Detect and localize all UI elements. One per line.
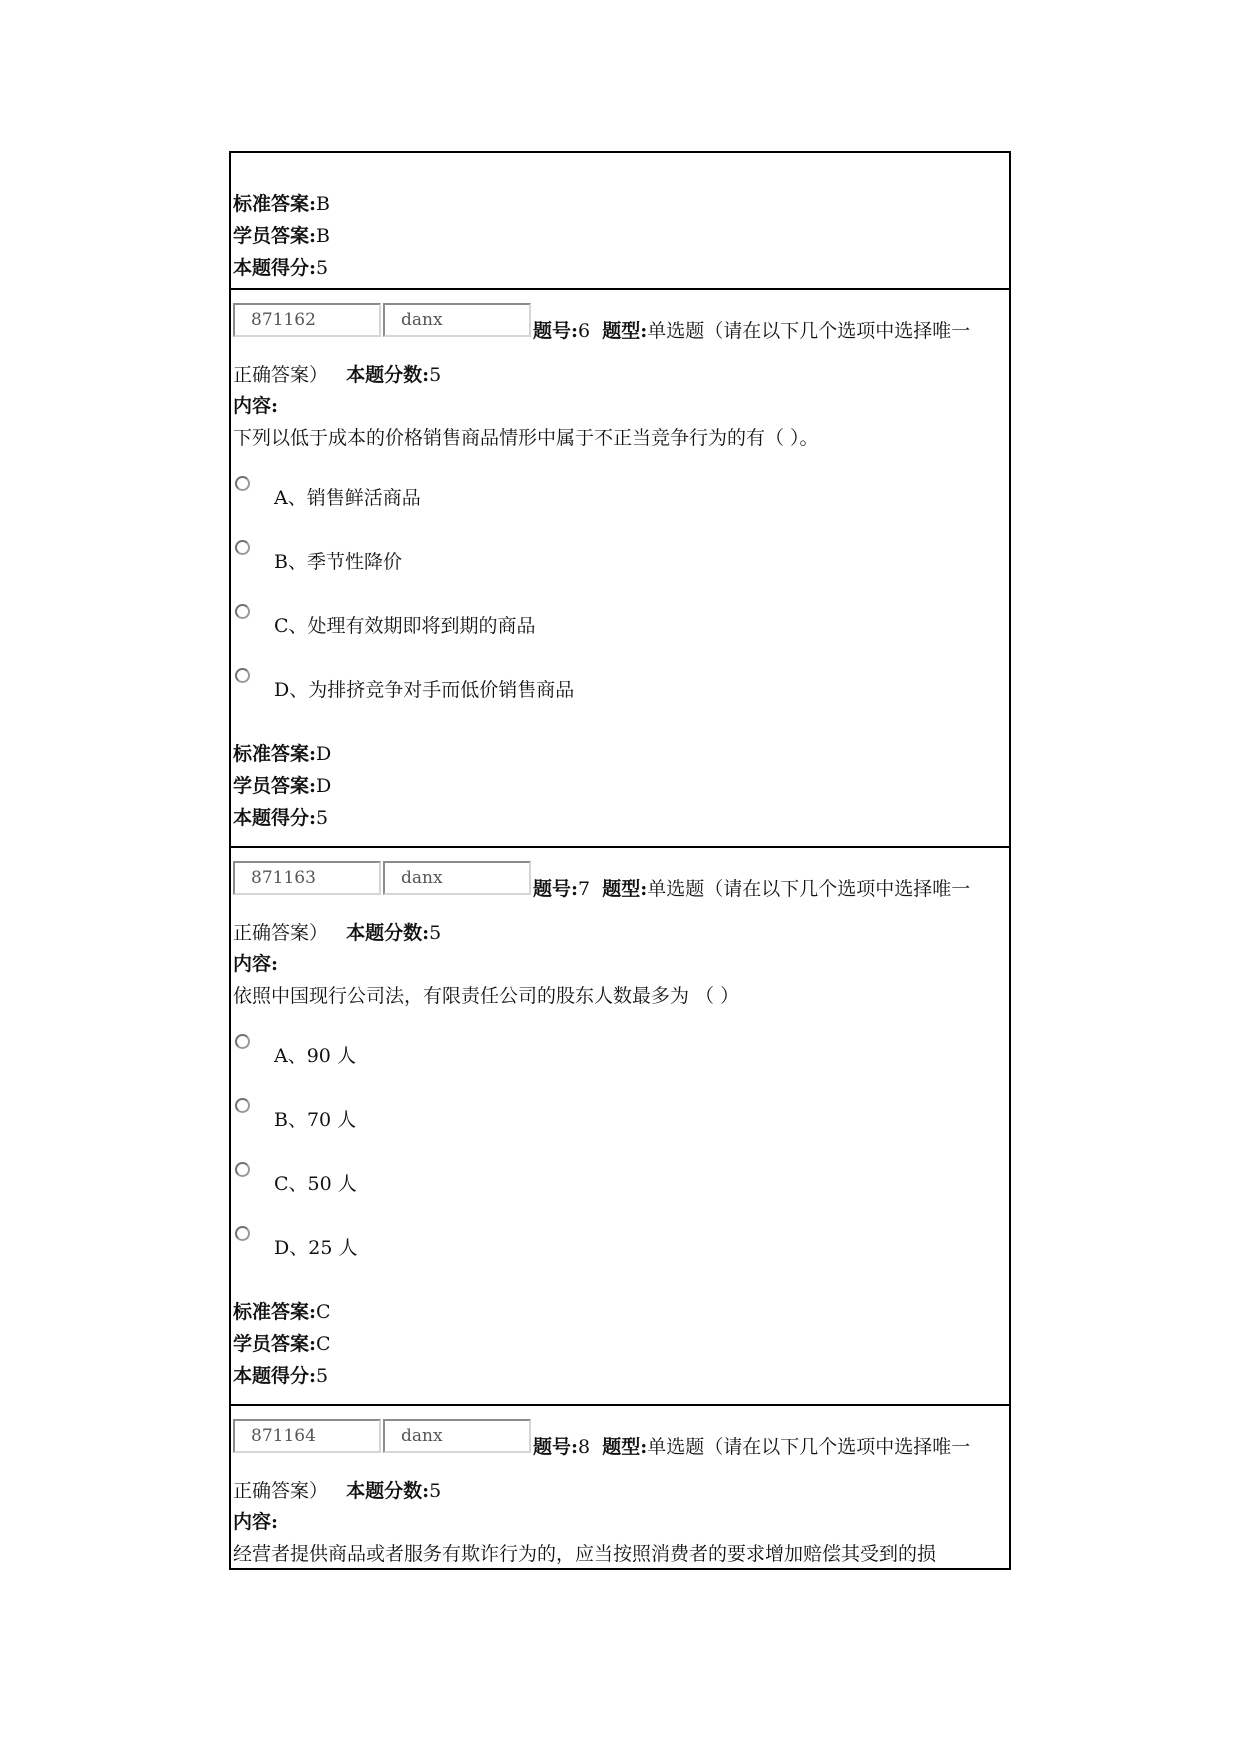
question-type-text-cont: 正确答案） — [233, 922, 329, 944]
question-type-text: 单选题（请在以下几个选项中选择唯一 — [647, 878, 971, 900]
question-block-8 — [231, 1406, 1009, 1570]
standard-answer-row — [233, 192, 330, 216]
question-id-field[interactable] — [233, 861, 381, 895]
question-points-value: 5 — [429, 922, 442, 944]
student-answer-label: 学员答案: — [233, 775, 317, 797]
score-earned-row — [233, 1364, 328, 1388]
radio-icon[interactable] — [235, 1162, 250, 1177]
content-label: 内容: — [233, 953, 279, 975]
question-content: 依照中国现行公司法，有限责任公司的股东人数最多为 （ ） — [233, 985, 740, 1007]
question-content: 下列以低于成本的价格销售商品情形中属于不正当竞争行为的有（ ）。 — [233, 427, 819, 449]
question-type-label: 题型: — [602, 1436, 648, 1458]
question-points-label: 本题分数: — [346, 922, 430, 944]
standard-answer-label: 标准答案: — [233, 1301, 317, 1323]
option-label: D、为排挤竞争对手而低价销售商品 — [274, 679, 575, 701]
option-label: B、季节性降价 — [274, 551, 402, 573]
radio-icon[interactable] — [235, 1034, 250, 1049]
score-earned-label: 本题得分: — [233, 257, 317, 279]
standard-answer-label: 标准答案: — [233, 193, 317, 215]
radio-icon[interactable] — [235, 1226, 250, 1241]
standard-answer-row — [233, 1300, 331, 1324]
standard-answer-value: D — [316, 743, 332, 765]
question-content: 经营者提供商品或者服务有欺诈行为的，应当按照消费者的要求增加赔偿其受到的损 — [233, 1543, 937, 1565]
radio-icon[interactable] — [235, 1098, 250, 1113]
standard-answer-row — [233, 742, 331, 766]
question-type-continued — [233, 1479, 441, 1503]
question-type-text-cont: 正确答案） — [233, 1480, 329, 1502]
question-heading — [533, 877, 970, 901]
question-no-label: 题号: — [533, 1436, 579, 1458]
previous-question-result — [231, 153, 1009, 290]
question-points-label: 本题分数: — [346, 364, 430, 386]
student-answer-row — [233, 224, 330, 248]
question-type-code-field[interactable] — [383, 861, 531, 895]
score-earned-row — [233, 256, 328, 280]
question-block-7 — [231, 848, 1009, 1406]
question-type-text: 单选题（请在以下几个选项中选择唯一 — [647, 320, 971, 342]
student-answer-value: D — [316, 775, 332, 797]
option-label: B、70 人 — [274, 1109, 357, 1131]
option-label: C、处理有效期即将到期的商品 — [274, 615, 536, 637]
student-answer-value: B — [316, 225, 330, 247]
radio-icon[interactable] — [235, 476, 250, 491]
question-heading — [533, 319, 970, 343]
question-type-continued — [233, 921, 441, 945]
question-no-value: 8 — [578, 1436, 591, 1458]
student-answer-label: 学员答案: — [233, 225, 317, 247]
standard-answer-value: B — [316, 193, 330, 215]
score-earned-label: 本题得分: — [233, 1365, 317, 1387]
student-answer-row — [233, 774, 331, 798]
exam-paper — [229, 151, 1011, 1570]
question-id-field[interactable] — [233, 1419, 381, 1453]
question-id-field[interactable] — [233, 303, 381, 337]
question-points-value: 5 — [429, 364, 442, 386]
question-type-label: 题型: — [602, 878, 648, 900]
question-type-code-field[interactable] — [383, 303, 531, 337]
score-earned-value: 5 — [316, 807, 329, 829]
question-type-text-cont: 正确答案） — [233, 364, 329, 386]
standard-answer-value: C — [316, 1301, 331, 1323]
option-label: A、90 人 — [274, 1045, 356, 1067]
question-type-code-field[interactable] — [383, 1419, 531, 1453]
radio-icon[interactable] — [235, 604, 250, 619]
question-type-label: 题型: — [602, 320, 648, 342]
question-points-value: 5 — [429, 1480, 442, 1502]
question-no-label: 题号: — [533, 878, 579, 900]
score-earned-value: 5 — [316, 257, 329, 279]
question-no-value: 6 — [578, 320, 591, 342]
option-label: A、销售鲜活商品 — [274, 487, 421, 509]
standard-answer-label: 标准答案: — [233, 743, 317, 765]
content-label: 内容: — [233, 395, 279, 417]
question-heading — [533, 1435, 970, 1459]
student-answer-label: 学员答案: — [233, 1333, 317, 1355]
score-earned-label: 本题得分: — [233, 807, 317, 829]
option-label: C、50 人 — [274, 1173, 357, 1195]
option-label: D、25 人 — [274, 1237, 358, 1259]
question-points-label: 本题分数: — [346, 1480, 430, 1502]
radio-icon[interactable] — [235, 668, 250, 683]
score-earned-row — [233, 806, 328, 830]
student-answer-value: C — [316, 1333, 331, 1355]
score-earned-value: 5 — [316, 1365, 329, 1387]
question-type-text: 单选题（请在以下几个选项中选择唯一 — [647, 1436, 971, 1458]
question-type-continued — [233, 363, 441, 387]
student-answer-row — [233, 1332, 331, 1356]
question-no-label: 题号: — [533, 320, 579, 342]
question-no-value: 7 — [578, 878, 591, 900]
content-label: 内容: — [233, 1511, 279, 1533]
question-block-6 — [231, 290, 1009, 848]
radio-icon[interactable] — [235, 540, 250, 555]
